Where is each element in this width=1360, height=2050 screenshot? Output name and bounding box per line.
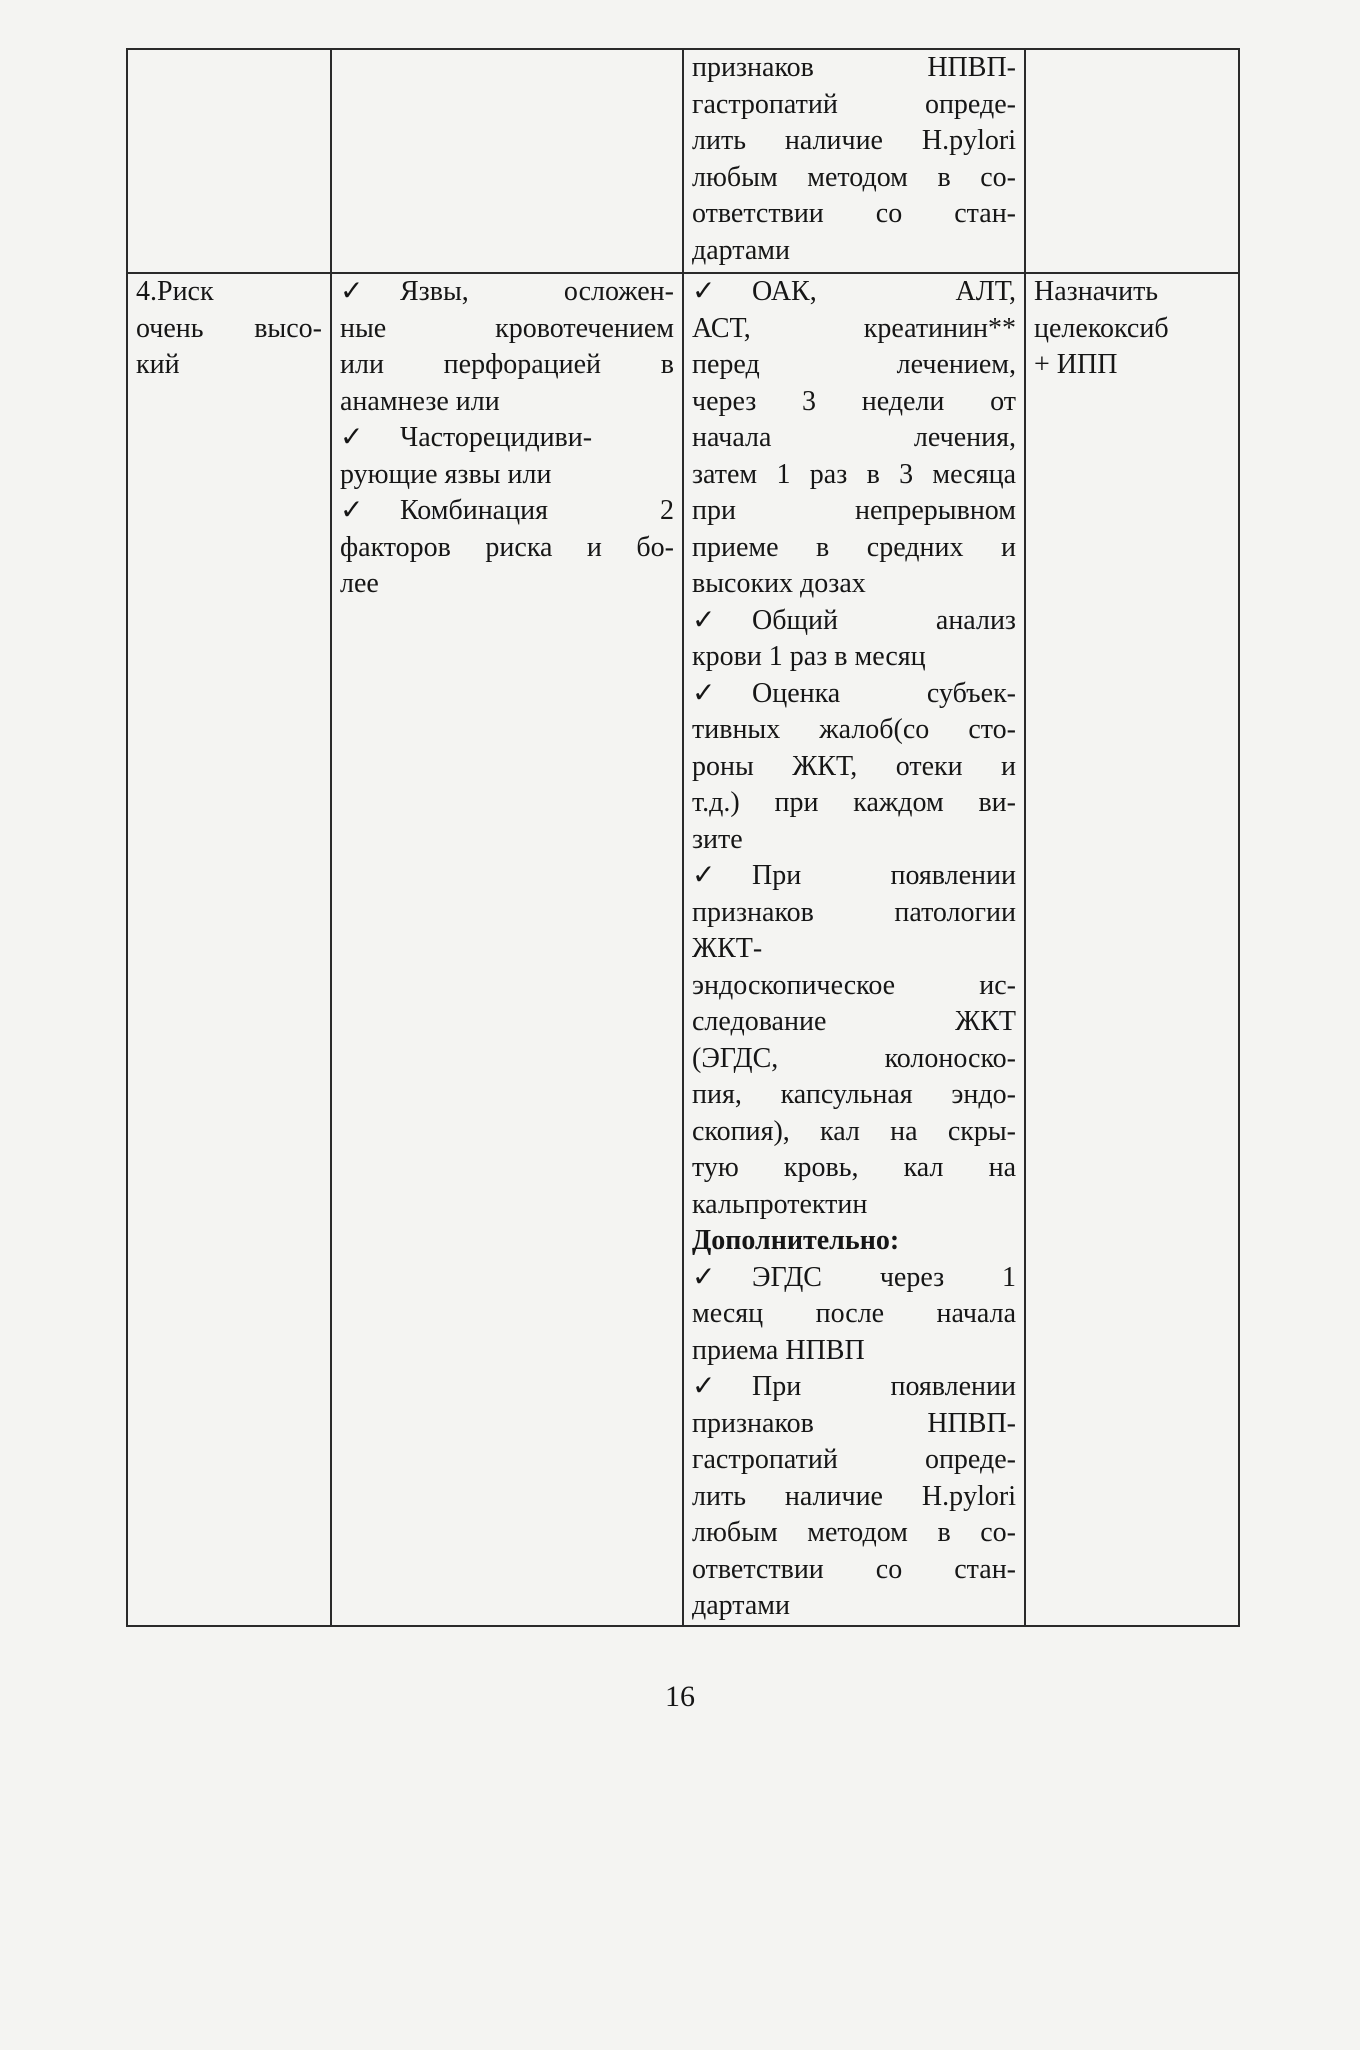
- text-fragment: ЭГДС через 1: [752, 1261, 1016, 1293]
- text-line: [340, 274, 674, 311]
- text-line: высоких дозах: [692, 568, 866, 599]
- text-line: зите: [692, 823, 743, 855]
- list-item: [692, 676, 1016, 859]
- text-line: гастропатий опреде-: [692, 88, 1016, 120]
- text-line: дартами: [692, 1590, 791, 1621]
- cell-empty: [331, 49, 683, 273]
- text-fragment: ОАК, АЛТ,: [752, 276, 1016, 307]
- text-line: [692, 676, 1016, 713]
- text-line: [340, 420, 674, 457]
- text-line: анамнезе или: [340, 385, 500, 417]
- text-line: через 3 недели от: [692, 385, 1016, 417]
- additional-heading: Дополнительно:: [692, 1225, 900, 1256]
- cell-risk-factors: [331, 273, 683, 1626]
- text-line: лить наличие H.pylori: [692, 125, 1016, 156]
- cell-empty: [1025, 49, 1239, 273]
- text-line: тую кровь, кал на: [692, 1152, 1016, 1183]
- text-line: месяц после начала: [692, 1298, 1016, 1329]
- text-line: лее: [340, 568, 379, 599]
- text-line: признаков НПВП-: [692, 52, 1016, 83]
- table-row-risk-4: [127, 273, 1239, 1626]
- text-line: кальпротектин: [692, 1188, 868, 1220]
- checkmark-icon: ✓: [692, 860, 716, 891]
- text-fragment: Комбинация 2: [400, 495, 674, 526]
- text-fragment: Язвы, осложен-: [400, 276, 674, 307]
- checkmark-icon: ✓: [692, 276, 716, 307]
- checkmark-icon: ✓: [692, 1261, 716, 1293]
- text-line: целекоксиб: [1034, 312, 1169, 344]
- text-line: Назначить: [1034, 276, 1159, 307]
- text-line: приеме в средних и: [692, 531, 1016, 563]
- text-line: [692, 1260, 1016, 1297]
- risk-table: [126, 48, 1240, 1627]
- cell-monitoring: [683, 273, 1025, 1626]
- text-line: при непрерывном: [692, 495, 1016, 526]
- text-line: (ЭГДС, колоноско-: [692, 1042, 1016, 1074]
- text-line: крови 1 раз в месяц: [692, 641, 926, 672]
- text-line: тивных жалоб(со сто-: [692, 714, 1016, 745]
- text-fragment: Часторецидиви-: [400, 422, 593, 453]
- text-line: любым методом в со-: [692, 1517, 1016, 1548]
- text-line: признаков патологии: [692, 896, 1016, 928]
- list-item: [692, 858, 1016, 1223]
- cell-empty: [127, 49, 331, 273]
- text-line: любым методом в со-: [692, 161, 1016, 193]
- text-fragment: При появлении: [752, 1371, 1016, 1402]
- list-item: [340, 274, 674, 420]
- text-line: кий: [136, 349, 180, 380]
- text-fragment: Оценка субъек-: [752, 677, 1016, 709]
- list-item: [692, 1369, 1016, 1625]
- text-line: скопия), кал на скры-: [692, 1115, 1016, 1147]
- text-line: ные кровотечением: [340, 312, 674, 344]
- text-fragment: При появлении: [752, 860, 1016, 891]
- text-line: АСТ, креатинин**: [692, 312, 1016, 344]
- checkmark-icon: ✓: [340, 276, 364, 307]
- cell-monitoring-continued: [683, 49, 1025, 273]
- text-line: гастропатий опреде-: [692, 1444, 1016, 1475]
- list-item: [340, 493, 674, 603]
- checkmark-icon: ✓: [692, 1371, 716, 1402]
- text-line: пия, капсульная эндо-: [692, 1079, 1016, 1110]
- text-line: + ИПП: [1034, 349, 1118, 380]
- page-number: 16: [665, 1680, 695, 1713]
- checkmark-icon: ✓: [692, 604, 716, 636]
- text-line: факторов риска и бо-: [340, 531, 674, 563]
- checkmark-icon: ✓: [340, 495, 364, 526]
- table-row-continued: [127, 49, 1239, 273]
- text-line: признаков НПВП-: [692, 1407, 1016, 1439]
- text-fragment: Общий анализ: [752, 604, 1016, 636]
- list-item: [692, 603, 1016, 676]
- text-line: перед лечением,: [692, 349, 1016, 380]
- checkmark-icon: ✓: [692, 677, 716, 709]
- text-line: приема НПВП: [692, 1334, 865, 1366]
- text-line: ответствии со стан-: [692, 198, 1016, 229]
- text-line: следование ЖКТ: [692, 1006, 1016, 1037]
- cell-risk-category: [127, 273, 331, 1626]
- checkmark-icon: ✓: [340, 422, 364, 453]
- text-line: очень высо-: [136, 312, 322, 344]
- text-line: затем 1 раз в 3 месяца: [692, 458, 1016, 490]
- text-line: [340, 493, 674, 530]
- text-line: [692, 1369, 1016, 1406]
- text-line: начала лечения,: [692, 422, 1016, 453]
- text-line: [692, 858, 1016, 895]
- text-line: или перфорацией в: [340, 349, 674, 380]
- text-line: ответствии со стан-: [692, 1553, 1016, 1585]
- text-line: т.д.) при каждом ви-: [692, 787, 1016, 818]
- list-item: [692, 274, 1016, 603]
- cell-recommendation: [1025, 273, 1239, 1626]
- text-line: лить наличие H.pylori: [692, 1480, 1016, 1512]
- text-line: дартами: [692, 234, 791, 266]
- list-item: [692, 1260, 1016, 1370]
- text-line: роны ЖКТ, отеки и: [692, 750, 1016, 782]
- list-item: [340, 420, 674, 493]
- text-line: 4.Риск: [136, 276, 214, 307]
- text-line: [692, 274, 1016, 311]
- text-line: рующие язвы или: [340, 458, 552, 490]
- text-line: [692, 603, 1016, 640]
- text-line: эндоскопическое ис-: [692, 969, 1016, 1001]
- text-line: ЖКТ-: [692, 933, 763, 964]
